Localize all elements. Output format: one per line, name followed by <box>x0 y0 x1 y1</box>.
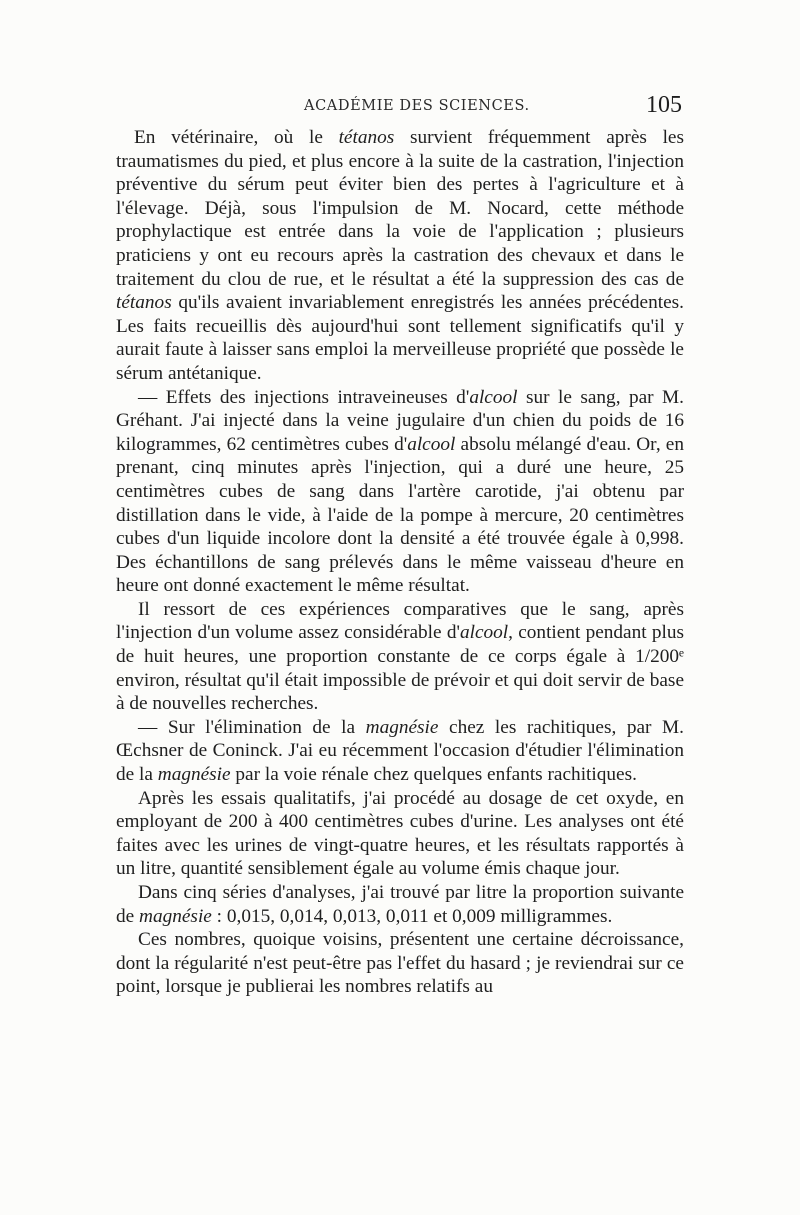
paragraph <box>116 787 684 881</box>
paragraph <box>116 881 684 928</box>
text-run: , contient pendant plus de huit heures, une proportion constante de ce corps égale à 1/200ᵉ environ, résultat qu'il était impossible de prévoir et qui doit servir de base à de nouvelles recherches. <box>116 622 684 715</box>
italic-term: magnésie <box>139 905 212 927</box>
paragraph <box>116 928 684 999</box>
paragraph <box>116 598 684 716</box>
text-run: qu'ils avaient invariablement enregistrés les années précédentes. Les faits recueillis dès aujourd'hui sont tellement significatifs qu'il y aurait faute à laisser sans emploi la merveilleuse propriété que possède le sérum antétanique. <box>116 292 684 384</box>
italic-term: alcool <box>407 433 456 455</box>
text-run: Il ressort de ces expériences comparatives que le sang, après l'injection d'un volume assez considérable d' <box>116 598 684 644</box>
text-run: : 0,015, 0,014, 0,013, 0,011 et 0,009 milligrammes. <box>211 905 613 927</box>
italic-term: alcool <box>469 386 518 408</box>
running-head: ACADÉMIE DES SCIENCES. <box>304 98 530 114</box>
text-run: survient fréquemment après les traumatismes du pied, et plus encore à la suite de la castration, l'injection préventive du sérum peut éviter bien des pertes à l'agriculture et à l'élevage. Déjà, sous l'impulsion de M. Nocard, cette méthode prophylactique est entrée dans la voie de l'application ; plusieurs praticiens y ont eu recours après la castration des chevaux et dans le traitement du clou de rue, et le résultat a été la suppression des cas de <box>116 127 684 290</box>
text-run: chez les rachitiques, par M. Œchsner de Coninck. J'ai eu récemment l'occasion d'étudier l'élimination de la <box>116 716 684 786</box>
text-run: En vétérinaire, où le <box>134 127 339 148</box>
text-run: par la voie rénale chez quelques enfants rachitiques. <box>230 764 637 786</box>
text-run: sur le sang, par M. Gréhant. J'ai injecté dans la veine jugulaire d'un chien du poids de 16 kilogrammes, 62 centimètres cubes d' <box>116 386 684 455</box>
text-run: Ces nombres, quoique voisins, présentent une certaine décroissance, dont la régularité n'est peut-être pas l'effet du hasard ; je reviendrai sur ce point, lorsque je publierai les nombres relatifs au <box>116 929 684 998</box>
paragraph <box>116 386 684 598</box>
text-run: Après les essais qualitatifs, j'ai procédé au dosage de cet oxyde, en employant de 200 à 400 centimètres cubes d'urine. Les analyses ont été faites avec les urines de vingt-quatre heures, et les résultats rapportés à un litre, quantité sensiblement égale au volume émis chaque jour. <box>116 787 684 880</box>
italic-term: magnésie <box>365 716 439 738</box>
body-text <box>116 126 684 999</box>
text-run: absolu mélangé d'eau. Or, en prenant, cinq minutes après l'injection, qui a duré une heure, 25 centimètres cubes de sang dans l'artère carotide, j'ai obtenu par distillation dans le vide, à l'aide de la pompe à mercure, 20 centimètres cubes d'un liquide incolore dont la densité a été trouvée égale à 0,998. Des échantillons de sang prélevés dans le même vaisseau d'heure en heure ont donné exactement le même résultat. <box>116 433 684 597</box>
paragraph <box>116 716 684 787</box>
italic-term: magnésie <box>157 764 231 786</box>
italic-term: tétanos <box>338 127 395 148</box>
text-run: — Sur l'élimination de la <box>138 716 366 738</box>
page-number: 105 <box>646 92 682 118</box>
text-run: Dans cinq séries d'analyses, j'ai trouvé par litre la proportion suivante de <box>116 882 684 927</box>
paragraph <box>116 126 684 386</box>
text-run: — Effets des injections intraveineuses d' <box>138 386 470 408</box>
italic-term: alcool <box>459 622 509 644</box>
page-header <box>116 92 684 122</box>
italic-term: tétanos <box>116 292 172 314</box>
